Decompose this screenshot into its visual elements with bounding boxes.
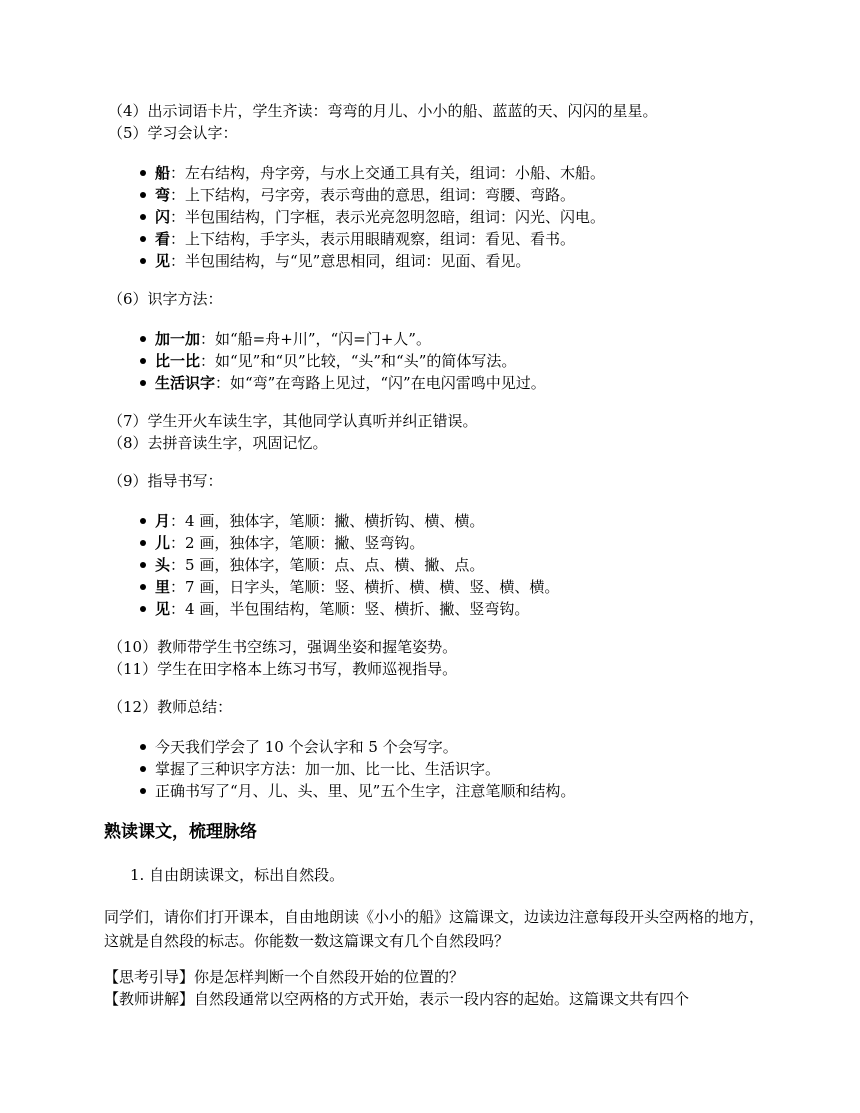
step-10: （10）教师带学生书空练习，强调坐姿和握笔姿势。 [108,638,458,656]
bullet-icon [140,540,146,546]
list-item: 比一比：如“见”和“贝”比较，“头”和“头”的简体写法。 [155,352,517,370]
list-item: 见：4 画，半包围结构，笔顺：竖、横折、撇、竖弯钩。 [155,600,530,618]
list-item: 见：半包围结构，与“见”意思相同，组词：见面、看见。 [155,252,531,270]
bullet-icon [140,236,146,242]
numbered-item: 1. 自由朗读课文，标出自然段。 [130,866,345,884]
bullet-icon [140,192,146,198]
step-7: （7）学生开火车读生字，其他同学认真听并纠正错误。 [108,412,478,430]
list-item: 里：7 画，日字头，笔顺：竖、横折、横、横、竖、横、横。 [155,578,560,596]
list-item: 加一加：如“船=舟+川”，“闪=门+人”。 [155,330,431,348]
bullet-icon [140,518,146,524]
bullet-icon [140,170,146,176]
step-9: （9）指导书写： [108,472,223,490]
list-item: 今天我们学会了 10 个会认字和 5 个会写字。 [155,738,458,756]
list-item: 掌握了三种识字方法：加一加、比一比、生活识字。 [155,760,501,778]
list-item: 看：上下结构，手字头，表示用眼睛观察，组词：看见、看书。 [155,230,576,248]
teacher-explain: 【教师讲解】自然段通常以空两格的方式开始，表示一段内容的起始。这篇课文共有四个 [104,990,690,1008]
list-item: 头：5 画，独体字，笔顺：点、点、横、撇、点。 [155,556,485,574]
paragraph: 同学们，请你们打开课本，自由地朗读《小小的船》这篇课文，边读边注意每段开头空两格的地方，这就是自然段的标志。你能数一数这篇课文有几个自然段吗？ [104,908,765,950]
step-5: （5）学习会认字： [108,124,238,142]
list-item: 闪：半包围结构，门字框，表示光亮忽明忽暗，组词：闪光、闪电。 [155,208,606,226]
section-heading: 熟读课文，梳理脉络 [104,822,257,842]
step-12: （12）教师总结： [108,698,233,716]
bullet-icon [140,744,146,750]
bullet-icon [140,584,146,590]
list-item: 正确书写了“月、儿、头、里、见”五个生字，注意笔顺和结构。 [155,782,576,800]
bullet-icon [140,358,146,364]
bullet-icon [140,788,146,794]
list-item: 儿：2 画，独体字，笔顺：撇、竖弯钩。 [155,534,425,552]
list-item: 弯：上下结构，弓字旁，表示弯曲的意思，组词：弯腰、弯路。 [155,186,576,204]
bullet-icon [140,766,146,772]
list-item: 月：4 画，独体字，笔顺：撇、横折钩、横、横。 [155,512,485,530]
think-guide: 【思考引导】你是怎样判断一个自然段开始的位置的？ [104,968,465,986]
list-item: 生活识字：如“弯”在弯路上见过，“闪”在电闪雷鸣中见过。 [155,374,546,392]
bullet-icon [140,380,146,386]
bullet-icon [140,606,146,612]
bullet-icon [140,336,146,342]
step-4: （4）出示词语卡片，学生齐读：弯弯的月儿、小小的船、蓝蓝的天、闪闪的星星。 [108,102,658,120]
list-item: 船：左右结构，舟字旁，与水上交通工具有关，组词：小船、木船。 [155,164,606,182]
step-6: （6）识字方法： [108,290,223,308]
bullet-icon [140,258,146,264]
bullet-icon [140,562,146,568]
step-11: （11）学生在田字格本上练习书写，教师巡视指导。 [108,660,458,678]
step-8: （8）去拼音读生字，巩固记忆。 [108,434,328,452]
bullet-icon [140,214,146,220]
